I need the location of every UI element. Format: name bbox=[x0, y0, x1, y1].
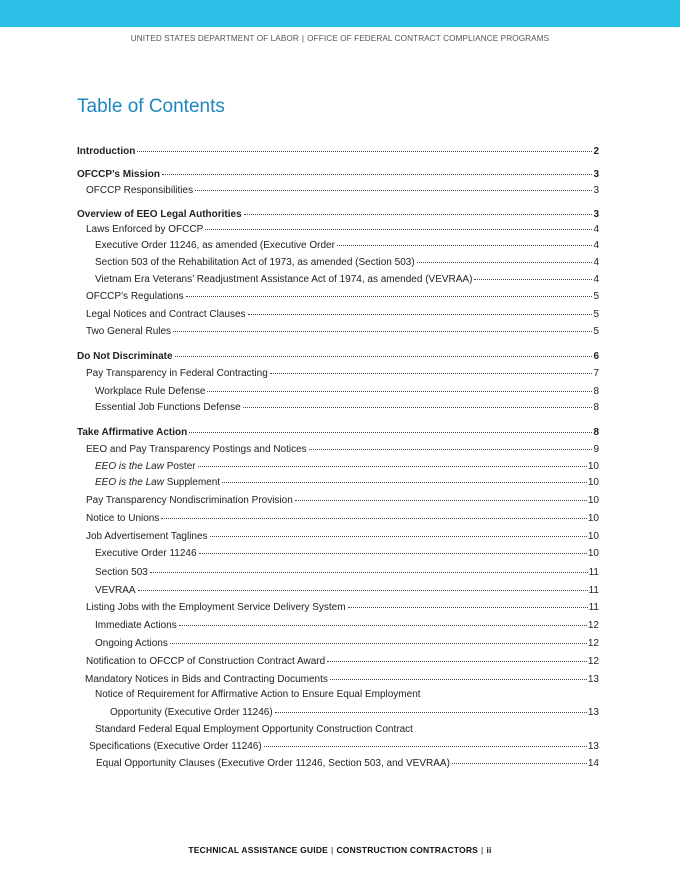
footer-guide: TECHNICAL ASSISTANCE GUIDE bbox=[188, 845, 329, 855]
page-footer bbox=[0, 845, 680, 855]
toc-entry-notice-unions[interactable]: Notice to Unions 10 bbox=[86, 513, 599, 524]
toc-entry-eeo-supplement[interactable]: EEO is the Law Supplement 10 bbox=[95, 477, 599, 488]
toc-entry-taglines[interactable]: Job Advertisement Taglines 10 bbox=[86, 531, 599, 542]
toc-entry-eeo-poster[interactable]: EEO is the Law Poster 10 bbox=[95, 461, 599, 472]
toc-entry-eo-11246[interactable]: Executive Order 11246, as amended (Executive Order 4 bbox=[95, 240, 599, 251]
toc-entry-tagline-eo[interactable]: Executive Order 11246 10 bbox=[95, 548, 599, 559]
header-office: OFFICE OF FEDERAL CONTRACT COMPLIANCE PROGRAMS bbox=[307, 34, 550, 43]
header-agency: UNITED STATES DEPARTMENT OF LABOR bbox=[130, 34, 299, 43]
toc-entry-tagline-503[interactable]: Section 503 11 bbox=[95, 567, 599, 578]
footer-separator: | bbox=[331, 845, 334, 855]
toc-entry-affirmative-action[interactable]: Take Affirmative Action 8 bbox=[77, 427, 599, 438]
toc-entry-introduction[interactable]: Introduction 2 bbox=[77, 146, 599, 157]
toc-entry-legal-notices[interactable]: Legal Notices and Contract Clauses 5 bbox=[86, 309, 599, 320]
toc-entry-immediate-actions[interactable]: Immediate Actions 12 bbox=[95, 620, 599, 631]
toc-entry-vevraa[interactable]: Vietnam Era Veterans’ Readjustment Assistance Act of 1974, as amended (VEVRAA) 4 bbox=[95, 274, 599, 285]
toc-entry-notice-requirement-line2[interactable]: Opportunity (Executive Order 11246) 13 bbox=[110, 707, 599, 718]
toc-entry-pay-transparency[interactable]: Pay Transparency in Federal Contracting 7 bbox=[86, 368, 599, 379]
toc-entry-notification-award[interactable]: Notification to OFCCP of Construction Contract Award 12 bbox=[86, 656, 599, 667]
toc-entry-regulations[interactable]: OFCCP’s Regulations 5 bbox=[86, 291, 599, 302]
toc-entry-section-503[interactable]: Section 503 of the Rehabilitation Act of 1973, as amended (Section 503) 4 bbox=[95, 257, 599, 268]
toc-entry-general-rules[interactable]: Two General Rules 5 bbox=[86, 326, 599, 337]
toc-entry-equal-opportunity-clauses[interactable]: Equal Opportunity Clauses (Executive Order 11246, Section 503, and VEVRAA) 14 bbox=[96, 758, 599, 769]
toc-entry-tagline-vevraa[interactable]: VEVRAA 11 bbox=[95, 585, 599, 596]
toc-entry-responsibilities[interactable]: OFCCP Responsibilities 3 bbox=[86, 185, 599, 196]
toc-entry-standard-specs-line2[interactable]: Specifications (Executive Order 11246) 13 bbox=[89, 741, 599, 752]
toc-entry-standard-specs-line1[interactable]: Standard Federal Equal Employment Opportunity Construction Contract bbox=[95, 724, 413, 735]
toc-entry-mission[interactable]: OFCCP’s Mission 3 bbox=[77, 169, 599, 180]
toc-entry-ongoing-actions[interactable]: Ongoing Actions 12 bbox=[95, 638, 599, 649]
toc-entry-eeo-authorities[interactable]: Overview of EEO Legal Authorities 3 bbox=[77, 209, 599, 220]
footer-section: CONSTRUCTION CONTRACTORS bbox=[336, 845, 479, 855]
toc-entry-do-not-discriminate[interactable]: Do Not Discriminate 6 bbox=[77, 351, 599, 362]
header-separator: | bbox=[301, 34, 305, 43]
footer-separator-2: | bbox=[481, 845, 484, 855]
top-accent-bar bbox=[0, 0, 680, 27]
toc-entry-workplace-rule[interactable]: Workplace Rule Defense 8 bbox=[95, 386, 599, 397]
toc-entry-essential-functions[interactable]: Essential Job Functions Defense 8 bbox=[95, 402, 599, 413]
toc-entry-notice-requirement-line1[interactable]: Notice of Requirement for Affirmative Action to Ensure Equal Employment bbox=[95, 689, 421, 700]
page-header bbox=[0, 34, 680, 43]
toc-entry-pay-provision[interactable]: Pay Transparency Nondiscrimination Provision 10 bbox=[86, 495, 599, 506]
toc-entry-listing-jobs[interactable]: Listing Jobs with the Employment Service Delivery System 11 bbox=[86, 602, 599, 613]
toc-entry-laws-enforced[interactable]: Laws Enforced by OFCCP 4 bbox=[86, 224, 599, 235]
toc-entry-mandatory-notices[interactable]: Mandatory Notices in Bids and Contracting Documents 13 bbox=[85, 674, 599, 685]
footer-page-number: ii bbox=[486, 845, 492, 855]
toc-entry-postings-notices[interactable]: EEO and Pay Transparency Postings and Notices 9 bbox=[86, 444, 599, 455]
page-title: Table of Contents bbox=[77, 96, 225, 117]
